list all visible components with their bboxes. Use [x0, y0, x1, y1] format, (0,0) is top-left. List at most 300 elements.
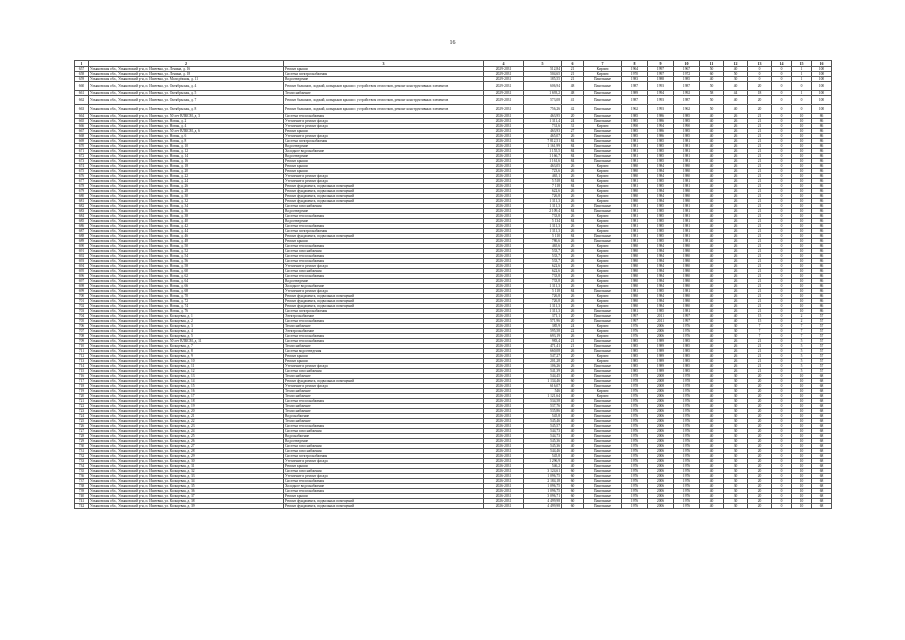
cell-cost: 533,7: [524, 254, 562, 259]
cell-d: 21: [748, 214, 772, 219]
cell-addr: Ульяновская обл., Ульяновский р-н, п. Ишеевка, ул. Новая, д. 26: [89, 184, 284, 189]
cell-addr: Ульяновская обл., Ульяновский р-н, п. Ишеевка, ул. Кольцевая, д. 4: [89, 329, 284, 334]
cell-d: 0: [748, 77, 772, 82]
cell-period: 2026-2031: [484, 224, 524, 229]
cell-n: 717: [75, 379, 89, 384]
cell-n: 687: [75, 229, 89, 234]
cell-c: 26: [724, 354, 748, 359]
cell-g: 86: [812, 169, 832, 174]
cell-g: 86: [812, 294, 832, 299]
cell-addr: Ульяновская обл., Ульяновский р-н, п. Ишеевка, ул. Кольцевая, д. 31: [89, 464, 284, 469]
cell-a: 26: [562, 169, 584, 174]
cell-y2: 1984: [648, 299, 674, 304]
cell-c: 26: [724, 159, 748, 164]
cell-y2: 1993: [648, 105, 674, 114]
cell-period: 2026-2031: [484, 364, 524, 369]
cell-addr: Ульяновская обл., Ульяновский р-н, п. Ишеевка, ул. Новая, д. 16: [89, 159, 284, 164]
cell-e: 0: [772, 234, 792, 239]
cell-y1: 1980: [622, 174, 648, 179]
cell-f: 10: [792, 139, 812, 144]
cell-y2: 1984: [648, 169, 674, 174]
cell-mat: Кирпич: [584, 174, 622, 179]
cell-y2: 2006: [648, 499, 674, 504]
cell-a: 26: [562, 369, 584, 374]
cell-n: 681: [75, 199, 89, 204]
column-header: 14: [772, 61, 792, 67]
cell-g: 100: [812, 96, 832, 105]
cell-mat: Кирпич: [584, 329, 622, 334]
cell-cost: 463,05: [524, 164, 562, 169]
cell-period: 2026-2031: [484, 144, 524, 149]
cell-y2: 1984: [648, 164, 674, 169]
cell-mat: Панельные: [584, 484, 622, 489]
cell-f: 10: [792, 464, 812, 469]
cell-mat: Панельные: [584, 144, 622, 149]
cell-a: 40: [562, 444, 584, 449]
cell-d: 21: [748, 294, 772, 299]
cell-d: 20: [748, 479, 772, 484]
cell-d: 21: [748, 209, 772, 214]
cell-a: 60: [562, 379, 584, 384]
cell-mat: Кирпич: [584, 229, 622, 234]
cell-b: 40: [700, 334, 724, 339]
cell-b: 50: [700, 82, 724, 91]
cell-cost: 1 311,3: [524, 309, 562, 314]
cell-f: 10: [792, 434, 812, 439]
cell-c: 30: [724, 414, 748, 419]
cell-f: 10: [792, 294, 812, 299]
cell-b: 40: [700, 249, 724, 254]
cell-g: 68: [812, 464, 832, 469]
cell-c: 26: [724, 114, 748, 119]
cell-g: 68: [812, 459, 832, 464]
cell-y2: 1989: [648, 344, 674, 349]
cell-n: 724: [75, 414, 89, 419]
cell-y2: 2006: [648, 389, 674, 394]
cell-a: 26: [562, 299, 584, 304]
cell-y3: 1980: [674, 199, 700, 204]
column-header: 8: [622, 61, 648, 67]
cell-y1: 1981: [622, 229, 648, 234]
cell-work: Ремонт фундамента, подвальных помещений: [284, 304, 484, 309]
cell-n: 735: [75, 469, 89, 474]
cell-period: 2029-2031: [484, 105, 524, 114]
cell-f: 10: [792, 299, 812, 304]
cell-f: 10: [792, 114, 812, 119]
cell-period: 2026-2031: [484, 319, 524, 324]
cell-a: 60: [562, 499, 584, 504]
cell-y3: 1985: [674, 134, 700, 139]
cell-c: 44: [724, 91, 748, 96]
cell-y2: 1985: [648, 204, 674, 209]
cell-addr: Ульяновская обл., Ульяновский р-н, п. Ишеевка, ул. Новая, д. 40: [89, 219, 284, 224]
cell-g: 86: [812, 249, 832, 254]
cell-y2: 1984: [648, 274, 674, 279]
cell-addr: Ульяновская обл., Ульяновский р-н, п. Ишеевка, ул. Кольцевая, д. 14: [89, 379, 284, 384]
cell-a: 21: [562, 77, 584, 82]
cell-e: 0: [772, 134, 792, 139]
cell-y2: 1985: [648, 224, 674, 229]
cell-cost: 3 096,71: [524, 494, 562, 499]
cell-f: 10: [792, 229, 812, 234]
cell-n: 700: [75, 294, 89, 299]
cell-period: 2026-2031: [484, 334, 524, 339]
cell-cost: 541,39: [524, 369, 562, 374]
cell-mat: Панельные: [584, 77, 622, 82]
column-header: 9: [648, 61, 674, 67]
cell-work: Водоотведение: [284, 439, 484, 444]
cell-c: 26: [724, 269, 748, 274]
cell-a: 26: [562, 244, 584, 249]
cell-d: 20: [748, 444, 772, 449]
cell-y3: 1981: [674, 179, 700, 184]
cell-e: 0: [772, 429, 792, 434]
cell-mat: Панельные: [584, 414, 622, 419]
cell-period: 2026-2031: [484, 189, 524, 194]
cell-f: 10: [792, 484, 812, 489]
cell-b: 40: [700, 289, 724, 294]
cell-cost: 7 118: [524, 184, 562, 189]
cell-f: 7: [792, 324, 812, 329]
cell-period: 2026-2031: [484, 149, 524, 154]
cell-e: 0: [772, 394, 792, 399]
cell-work: Ремонт фундамента, подвальных помещений: [284, 294, 484, 299]
cell-e: 0: [772, 414, 792, 419]
cell-period: 2026-2031: [484, 309, 524, 314]
cell-n: 728: [75, 434, 89, 439]
cell-work: Теплоснабжение: [284, 91, 484, 96]
cell-n: 674: [75, 164, 89, 169]
cell-n: 736: [75, 474, 89, 479]
cell-y1: 1976: [622, 499, 648, 504]
cell-mat: Кирпич: [584, 199, 622, 204]
cell-g: 86: [812, 269, 832, 274]
cell-f: 10: [792, 309, 812, 314]
cell-work: Утепление и ремонт фасада: [284, 119, 484, 124]
cell-y1: 1976: [622, 494, 648, 499]
cell-cost: 463,93: [524, 129, 562, 134]
cell-a: 40: [562, 429, 584, 434]
cell-work: Ремонт крыши: [284, 354, 484, 359]
cell-mat: Панельные: [584, 404, 622, 409]
cell-c: 30: [724, 424, 748, 429]
cell-g: 68: [812, 494, 832, 499]
cell-g: 57: [812, 349, 832, 354]
cell-e: 0: [772, 189, 792, 194]
cell-y3: 1976: [674, 424, 700, 429]
cell-y2: 1984: [648, 254, 674, 259]
cell-c: 26: [724, 154, 748, 159]
cell-c: 26: [724, 364, 748, 369]
cell-e: 0: [772, 169, 792, 174]
column-header: 10: [674, 61, 700, 67]
cell-mat: Панельные: [584, 469, 622, 474]
cell-y1: 1981: [622, 239, 648, 244]
cell-work: Система теплоснабжения: [284, 489, 484, 494]
cell-d: 20: [748, 494, 772, 499]
cell-work: Водоотведение: [284, 279, 484, 284]
cell-c: 26: [724, 289, 748, 294]
cell-y1: 1985: [622, 119, 648, 124]
cell-b: 40: [700, 394, 724, 399]
cell-e: 0: [772, 319, 792, 324]
cell-mat: Кирпич: [584, 279, 622, 284]
cell-a: 26: [562, 194, 584, 199]
cell-e: 0: [772, 72, 792, 77]
cell-work: Ремонт фундамента, подвальных помещений: [284, 379, 484, 384]
cell-e: 0: [772, 384, 792, 389]
cell-y3: 1976: [674, 479, 700, 484]
cell-n: 741: [75, 499, 89, 504]
cell-work: Система теплоснабжения: [284, 214, 484, 219]
cell-b: 40: [700, 209, 724, 214]
cell-c: 40: [724, 319, 748, 324]
cell-a: 20: [562, 314, 584, 319]
cell-addr: Ульяновская обл., Ульяновский р-н, п. Ишеевка, ул. Кольцевая, д. 11: [89, 364, 284, 369]
cell-cost: 726,8: [524, 194, 562, 199]
cell-n: 722: [75, 404, 89, 409]
cell-n: 730: [75, 444, 89, 449]
cell-period: 2026-2031: [484, 169, 524, 174]
cell-addr: Ульяновская обл., Ульяновский р-н, п. Ишеевка, ул. Кольцевая, д. 37: [89, 494, 284, 499]
cell-a: 40: [562, 439, 584, 444]
cell-cost: 463,95: [524, 114, 562, 119]
cell-y2: 2006: [648, 479, 674, 484]
cell-period: 2026-2031: [484, 479, 524, 484]
cell-mat: Панельные: [584, 344, 622, 349]
cell-f: 10: [792, 219, 812, 224]
cell-y1: 1980: [622, 189, 648, 194]
cell-g: 57: [812, 344, 832, 349]
cell-y3: 1985: [674, 359, 700, 364]
cell-d: 21: [748, 229, 772, 234]
cell-c: 26: [724, 259, 748, 264]
program-table: [74, 60, 832, 509]
cell-f: 10: [792, 224, 812, 229]
cell-mat: Панельные: [584, 234, 622, 239]
cell-e: 0: [772, 119, 792, 124]
cell-d: 21: [748, 309, 772, 314]
cell-mat: Панельные: [584, 319, 622, 324]
cell-d: 20: [748, 404, 772, 409]
cell-c: 30: [724, 324, 748, 329]
cell-e: 0: [772, 274, 792, 279]
cell-g: 86: [812, 284, 832, 289]
cell-y3: 1981: [674, 229, 700, 234]
cell-a: 84: [562, 219, 584, 224]
cell-g: 86: [812, 289, 832, 294]
cell-e: 0: [772, 229, 792, 234]
cell-work: Водоотведение: [284, 144, 484, 149]
cell-n: 727: [75, 429, 89, 434]
cell-work: Система теплоснабжения: [284, 114, 484, 119]
cell-c: 30: [724, 419, 748, 424]
cell-period: 2026-2031: [484, 179, 524, 184]
cell-cost: 4 499,98: [524, 499, 562, 504]
cell-mat: Панельные: [584, 384, 622, 389]
cell-e: 0: [772, 464, 792, 469]
cell-e: 0: [772, 149, 792, 154]
cell-d: 20: [748, 419, 772, 424]
cell-mat: Кирпич: [584, 189, 622, 194]
cell-c: 40: [724, 105, 748, 114]
cell-y2: 1985: [648, 159, 674, 164]
cell-addr: Ульяновская обл., Ульяновский р-н, п. Ишеевка, ул. 50 лет ВЛКСМ, д. 11: [89, 339, 284, 344]
cell-y1: 1976: [622, 434, 648, 439]
cell-work: Теплоснабжение: [284, 419, 484, 424]
cell-a: 26: [562, 364, 584, 369]
cell-n: 671: [75, 149, 89, 154]
cell-d: 20: [748, 394, 772, 399]
cell-g: 68: [812, 454, 832, 459]
cell-b: 40: [700, 149, 724, 154]
cell-c: 30: [724, 379, 748, 384]
cell-d: 20: [748, 439, 772, 444]
cell-addr: Ульяновская обл., Ульяновский р-н, п. Ишеевка, ул. Кольцевая, д. 29: [89, 454, 284, 459]
cell-mat: Кирпич: [584, 294, 622, 299]
cell-b: 40: [700, 389, 724, 394]
cell-d: 21: [748, 259, 772, 264]
cell-y2: 1985: [648, 139, 674, 144]
cell-n: 733: [75, 459, 89, 464]
cell-y1: 1981: [622, 204, 648, 209]
cell-c: 26: [724, 164, 748, 169]
cell-mat: Кирпич: [584, 179, 622, 184]
column-header: 13: [748, 61, 772, 67]
cell-y2: 1985: [648, 209, 674, 214]
cell-e: 0: [772, 439, 792, 444]
cell-f: 10: [792, 259, 812, 264]
cell-g: 86: [812, 309, 832, 314]
cell-y3: 1985: [674, 369, 700, 374]
cell-d: 20: [748, 429, 772, 434]
cell-a: 21: [562, 344, 584, 349]
cell-period: 2026-2031: [484, 399, 524, 404]
cell-y3: 1976: [674, 489, 700, 494]
cell-b: 40: [700, 414, 724, 419]
cell-work: Утепление и ремонт фасада: [284, 384, 484, 389]
cell-period: 2026-2031: [484, 264, 524, 269]
cell-e: 0: [772, 294, 792, 299]
cell-mat: Кирпич: [584, 169, 622, 174]
cell-addr: Ульяновская обл., Ульяновский р-н, п. Ишеевка, ул. Новая, д. 50: [89, 244, 284, 249]
cell-work: Ремонт крыши: [284, 67, 484, 72]
cell-e: 0: [772, 304, 792, 309]
cell-f: 10: [792, 384, 812, 389]
cell-g: 86: [812, 184, 832, 189]
cell-b: 40: [700, 184, 724, 189]
cell-work: Теплоснабжение: [284, 409, 484, 414]
cell-f: 10: [792, 374, 812, 379]
cell-a: 20: [562, 114, 584, 119]
cell-d: 21: [748, 304, 772, 309]
cell-y1: 1976: [622, 484, 648, 489]
cell-a: 60: [562, 469, 584, 474]
cell-work: Ремонт фундамента, подвальных помещений: [284, 199, 484, 204]
cell-work: Система теплоснабжения: [284, 274, 484, 279]
cell-work: Водоснабжение: [284, 414, 484, 419]
table-row: [75, 105, 832, 114]
cell-cost: 983,4: [524, 339, 562, 344]
cell-work: Утепление и ремонт фасада: [284, 179, 484, 184]
cell-y2: 1989: [648, 354, 674, 359]
cell-mat: Панельные: [584, 289, 622, 294]
column-header: 16: [812, 61, 832, 67]
cell-period: 2026-2031: [484, 129, 524, 134]
cell-e: 0: [772, 289, 792, 294]
cell-g: 86: [812, 264, 832, 269]
cell-addr: Ульяновская обл., Ульяновский р-н, п. Ишеевка, ул. Октябрьская, д. 7: [89, 96, 284, 105]
page-number: 16: [449, 40, 456, 46]
cell-g: 86: [812, 204, 832, 209]
cell-y3: 1985: [674, 349, 700, 354]
cell-d: 21: [748, 159, 772, 164]
cell-cost: 1 096,75: [524, 489, 562, 494]
cell-y3: 1985: [674, 354, 700, 359]
cell-y2: 1989: [648, 364, 674, 369]
cell-cost: 106,26: [524, 364, 562, 369]
cell-a: 40: [562, 394, 584, 399]
cell-n: 680: [75, 194, 89, 199]
cell-d: 20: [748, 464, 772, 469]
cell-period: 2026-2031: [484, 454, 524, 459]
cell-c: 30: [724, 464, 748, 469]
cell-work: Система теплоснабжения: [284, 424, 484, 429]
cell-b: 40: [700, 309, 724, 314]
cell-c: 30: [724, 429, 748, 434]
cell-y1: 1981: [622, 159, 648, 164]
cell-addr: Ульяновская обл., Ульяновский р-н, п. Ишеевка, ул. Новая, д. 2: [89, 119, 284, 124]
cell-cost: 4 499,98: [524, 504, 562, 509]
cell-e: 0: [772, 354, 792, 359]
cell-mat: Кирпич: [584, 284, 622, 289]
cell-cost: 2 109,4: [524, 209, 562, 214]
cell-addr: Ульяновская обл., Ульяновский р-н, п. Ишеевка, ул. Новая, д. 18: [89, 164, 284, 169]
cell-cost: 1 096,75: [524, 474, 562, 479]
cell-cost: 545,8: [524, 414, 562, 419]
cell-y2: 1984: [648, 194, 674, 199]
cell-n: 702: [75, 304, 89, 309]
cell-period: 2026-2031: [484, 289, 524, 294]
cell-cost: 1 311,4: [524, 119, 562, 124]
cell-y3: 1980: [674, 169, 700, 174]
cell-c: 30: [724, 389, 748, 394]
cell-f: 10: [792, 134, 812, 139]
cell-d: 21: [748, 124, 772, 129]
cell-f: 10: [792, 204, 812, 209]
cell-period: 2026-2031: [484, 379, 524, 384]
cell-c: 26: [724, 344, 748, 349]
cell-e: 0: [772, 184, 792, 189]
cell-y1: 1980: [622, 304, 648, 309]
cell-g: 100: [812, 77, 832, 82]
cell-c: 30: [724, 494, 748, 499]
cell-work: Утепление и ремонт фасада: [284, 124, 484, 129]
cell-addr: Ульяновская обл., Ульяновский р-н, п. Ишеевка, ул. Новая, д. 60: [89, 269, 284, 274]
cell-b: 40: [700, 399, 724, 404]
cell-mat: Панельные: [584, 159, 622, 164]
cell-mat: Панельные: [584, 454, 622, 459]
cell-d: 21: [748, 279, 772, 284]
cell-n: 675: [75, 169, 89, 174]
cell-y3: 1980: [674, 254, 700, 259]
cell-mat: Панельные: [584, 444, 622, 449]
cell-b: 40: [700, 264, 724, 269]
cell-n: 698: [75, 284, 89, 289]
cell-mat: Панельные: [584, 419, 622, 424]
cell-g: 100: [812, 91, 832, 96]
cell-b: 40: [700, 419, 724, 424]
